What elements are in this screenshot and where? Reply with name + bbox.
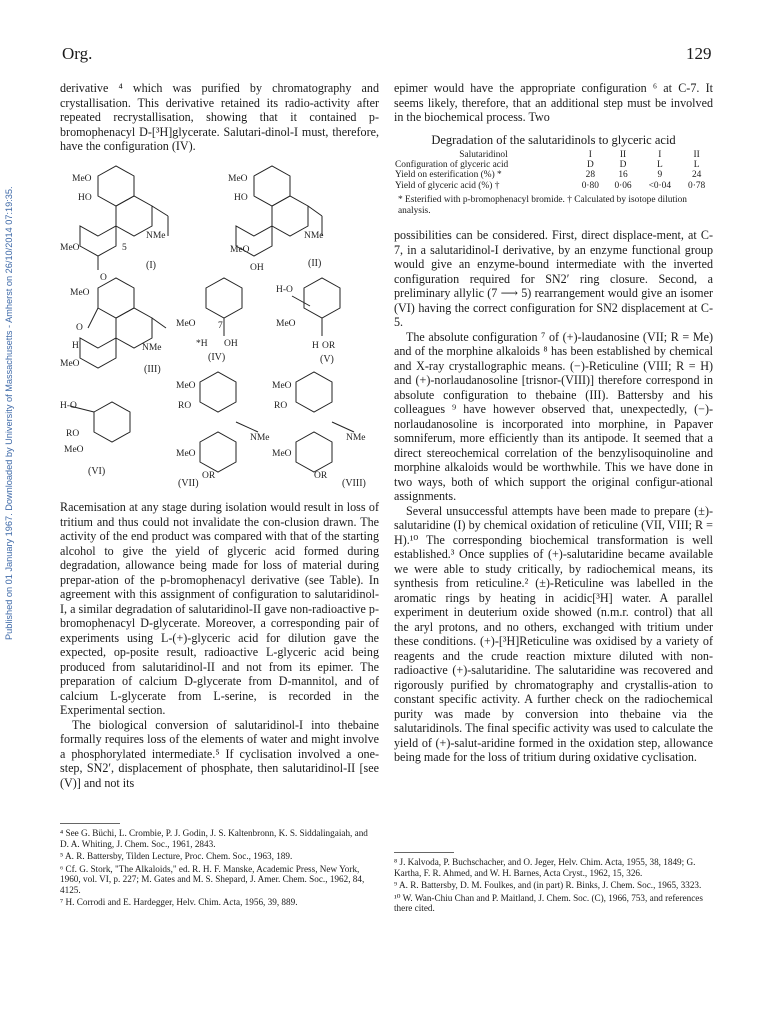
label-IV: (IV) [208, 352, 226, 363]
svg-text:NMe: NMe [304, 231, 324, 241]
structure-I [80, 166, 168, 270]
footnote: ⁸ J. Kalvoda, P. Buchschacher, and O. Jeger, Helv. Chim. Acta, 1955, 38, 1849; G. Kartha, F. R. Ahmed, and W. H. Barnes, Acta Cryst., 1962, 15, 326. [394, 857, 696, 878]
download-notice: Published on 01 January 1967. Downloaded by University of Massachusetts - Amherst on 26/10/2014 07:19:35. [4, 186, 14, 640]
col1-body [60, 500, 379, 790]
structure-IV [206, 278, 242, 336]
table-row: Yield of glyceric acid (%) † 0·80 0·06 <0·04 0·78 [395, 180, 706, 191]
svg-text:5: 5 [122, 243, 127, 253]
svg-text:MeO: MeO [70, 288, 90, 298]
col1-paragraph-1: Racemisation at any stage during isolation would result in loss of tritium and thus could not invalidate the con-clusion drawn. The activity of the end product was compared with that of the starting alcohol to give the yield of glyceric acid formed during degradation, allowance being made for loss of material during prepar-ation of the p-bromophenacyl derivative (see Table). In agreement with this assignment of configuration to salutaridinol-I, a similar degradation of salutaridinol-II gave non-radioactive p-bromophenacyl D-glycerate. Moreover, a corresponding pair of experiments using L-(+)-glyceric acid for dilution gave the expected, op-posite result, radioactive L-glyceric acid being produced from salutaridinol-II and not from its epimer. The preparation of calcium D-glycerate from D-mannitol, and of calcium L-glycerate from L-serine, is recorded in the Experimental section. [60, 500, 379, 717]
svg-text:RO: RO [274, 401, 288, 411]
footnote-rule-right [394, 852, 454, 853]
col1-paragraph-2: The biological conversion of salutaridinol-I into thebaine formally requires loss of the elements of water and might involve a phosphorylated intermediate.⁵ If cyclisation involved a one-step, SN2′, displacement of phosphate, then salutaridinol-II [see (V)] and not its [60, 717, 379, 790]
svg-text:H: H [312, 341, 319, 351]
svg-text:MeO: MeO [230, 245, 250, 255]
footnote: ⁴ See G. Büchi, L. Crombie, P. J. Godin, J. S. Kaltenbronn, K. S. Siddalingaiah, and D. A. Whiting, J. Chem. Soc., 1961, 2843. [60, 828, 368, 849]
label-II: (II) [308, 258, 322, 269]
col2-paragraph-2: The absolute configuration ⁷ of (+)-laudanosine (VII; R = Me) and of the morphine alkaloids ⁸ has been established by chemical and X-ray crystallographic means. (−)-Reticuline (VIII; R = H) and (+)-norlaudanosoline [trisnor-(VIII)] therefore correspond in absolute configuration to thebaine (III). Battersby and his colleagues ⁹ have however observed that, unexpectedly, (−)-norlaudanosoline is incorporated into morphine, in Papaver somniferum, more efficiently than its antipode. It seemed that a direct stereochemical correlation of the benzylisoquinoline and morphine alkaloids would be worthwhile. This we have done in two ways, both of which support the original configur-ational assignments. [394, 329, 713, 503]
svg-text:OR: OR [322, 341, 336, 351]
col1-footnotes [60, 828, 379, 910]
structure-V [292, 278, 340, 336]
footnote: ⁹ A. R. Battersby, D. M. Foulkes, and (in part) R. Binks, J. Chem. Soc., 1965, 3323. [394, 880, 702, 890]
table-header-row: Salutaridinol I II I II [459, 150, 700, 160]
svg-text:NMe: NMe [346, 433, 366, 443]
svg-text:RO: RO [66, 429, 80, 439]
col2-body [394, 228, 713, 765]
svg-text:H: H [72, 341, 79, 351]
table-row: Configuration of glyceric acid D D L L [395, 160, 700, 171]
structure-VII [200, 372, 258, 472]
svg-text:MeO: MeO [176, 319, 196, 329]
svg-text:O: O [76, 323, 83, 333]
table-footnote: * Esterified with p-bromophenacyl bromide. † Calculated by isotope dilution analysis. [398, 195, 687, 216]
label-VIII: (VIII) [342, 478, 366, 489]
label-V: (V) [320, 354, 334, 365]
svg-text:H-O: H-O [276, 285, 293, 295]
svg-text:MeO: MeO [60, 243, 80, 253]
svg-text:O: O [100, 273, 107, 283]
structure-VIII [296, 372, 354, 472]
svg-text:NMe: NMe [250, 433, 270, 443]
col2-paragraph-1: possibilities can be considered. First, direct displace-ment, at C-7, in a salutaridinol-I derivative, by an enzyme functional group would give an enzyme-bound intermediate with the inverted configuration required for SN2′ ring closure. Second, a preliminary allylic (7 ⟶ 5) rearrangement would give an isomer (VI) having the correct configuration for SN2 displacement at C-5. [394, 228, 713, 329]
svg-text:NMe: NMe [146, 231, 166, 241]
footnote: ¹⁰ W. Wan-Chiu Chan and P. Maitland, J. Chem. Soc. (C), 1966, 753, and references there cited. [394, 892, 703, 913]
svg-text:MeO: MeO [60, 359, 80, 369]
svg-text:MeO: MeO [176, 381, 196, 391]
label-III: (III) [144, 364, 161, 375]
structure-III [80, 278, 166, 368]
svg-text:7: 7 [218, 321, 223, 331]
svg-text:H-O: H-O [60, 401, 77, 411]
structure-diagrams [58, 158, 380, 490]
page-number: 129 [686, 44, 712, 63]
svg-text:MeO: MeO [276, 319, 296, 329]
svg-text:MeO: MeO [176, 449, 196, 459]
footnote: ⁷ H. Corrodi and E. Hardegger, Helv. Chim. Acta, 1956, 39, 889. [60, 897, 298, 907]
svg-text:RO: RO [178, 401, 192, 411]
svg-text:HO: HO [78, 193, 92, 203]
label-VI: (VI) [88, 466, 106, 477]
svg-text:MeO: MeO [272, 449, 292, 459]
svg-text:MeO: MeO [64, 445, 84, 455]
label-VII: (VII) [178, 478, 199, 489]
svg-text:NMe: NMe [142, 343, 162, 353]
svg-text:MeO: MeO [72, 174, 92, 184]
svg-text:OR: OR [314, 471, 328, 481]
footnote: ⁵ A. R. Battersby, Tilden Lecture, Proc. Chem. Soc., 1963, 189. [60, 851, 293, 861]
svg-text:OR: OR [202, 471, 216, 481]
svg-text:HO: HO [234, 193, 248, 203]
svg-text:*H: *H [196, 339, 208, 349]
svg-text:OH: OH [250, 263, 264, 273]
results-table [393, 150, 713, 191]
svg-text:MeO: MeO [228, 174, 248, 184]
table-row: Yield on esterification (%) * 28 16 9 24 [395, 170, 702, 181]
structure-II [236, 166, 322, 256]
col2-top-paragraph: epimer would have the appropriate configuration ⁶ at C-7. It seems likely, therefore, that an additional step must be involved in the biochemical process. Two [394, 81, 713, 124]
table-caption: Degradation of the salutaridinols to glyceric acid [431, 133, 676, 147]
svg-text:OH: OH [224, 339, 238, 349]
footnote: ⁶ Cf. G. Stork, "The Alkaloids," ed. R. H. F. Manske, Academic Press, New York, 1960, vol. VI, p. 227; M. Gates and M. S. Shepard, J. Amer. Chem. Soc., 1962, 84, 4125. [60, 863, 365, 895]
footnote-rule-left [60, 823, 120, 824]
svg-text:MeO: MeO [272, 381, 292, 391]
label-I: (I) [146, 260, 156, 271]
col1-top-paragraph: derivative ⁴ which was purified by chromatography and crystallisation. This derivative retained its radio-activity after repeated recrystallisation, showing that it contained p-bromophenacyl D-[³H]glycerate. Salutari-dinol-I must, therefore, have the configuration (IV). [60, 81, 379, 153]
col2-paragraph-3: Several unsuccessful attempts have been made to prepare (±)-salutaridine (I) by chemical oxidation of reticuline (VII, VIII; R = H).¹⁰ The corresponding biochemical transformation is well established.³ Once supplies of (+)-salutaridine became available we were able to study critically, by radiochemical means, its synthesis from reticuline.² (±)-Reticuline was labelled in the aromatic rings by heating in acidic[³H] water. A parallel experiment in deuterium oxide showed (n.m.r. control) that all the aryl protons, and no others, exchanged with tritium under these conditions. (+)-[³H]Reticuline was oxidised by a variety of reagents and the crude reaction mixture diluted with non-radioactive (+)-salutaridine. The salutaridine was recovered and rigorously purified by chromatography and crystallis-ation to constant specific activity. A further check on the radiochemical purity was made by conversion into thebaine via the salutaridinols. The final specific activity was used to calculate the yield of (+)-salut-aridine formed in the oxidation step, allowance being made for the loss of tritium during oxidative cyclisation. [394, 503, 713, 764]
col2-footnotes [394, 857, 713, 916]
journal-section: Org. [62, 44, 93, 63]
